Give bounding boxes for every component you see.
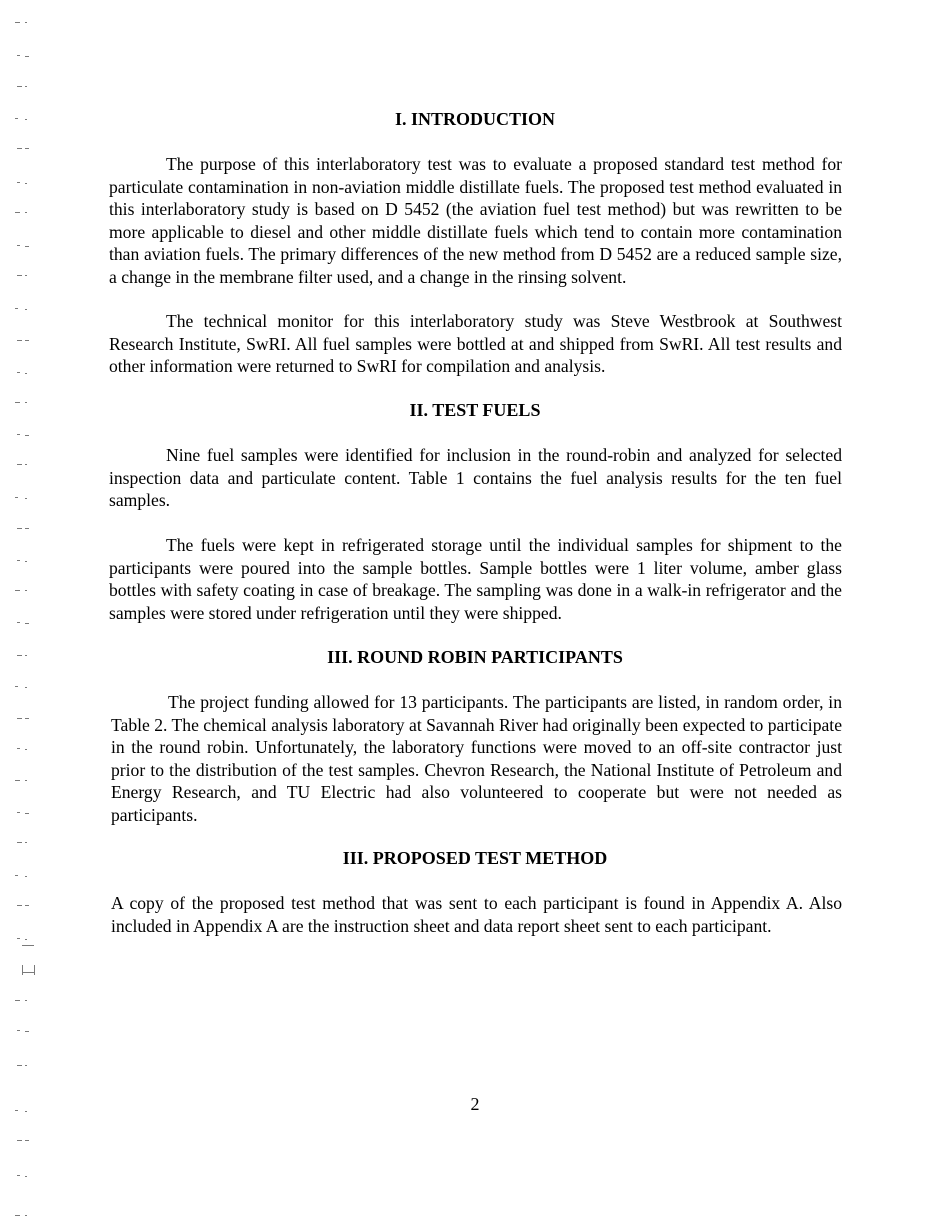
scan-mark [17,1140,22,1141]
scan-mark [17,842,22,843]
scan-mark [17,812,20,813]
scan-mark [25,340,29,341]
scan-mark [15,780,20,781]
scan-mark [25,309,27,310]
scan-mark [34,965,35,975]
scan-mark [25,1215,27,1216]
scan-mark [25,842,27,843]
scan-mark [17,275,22,276]
scan-mark [25,1000,27,1001]
scan-mark [22,945,34,946]
section-heading-introduction: I. INTRODUCTION [394,109,556,129]
scan-mark [17,245,20,246]
scan-mark [25,561,27,562]
scan-mark [17,938,20,939]
scan-mark [17,748,20,749]
scan-mark [25,749,27,750]
scan-mark [25,183,27,184]
scan-mark [25,528,29,529]
scan-mark [25,905,29,906]
scan-mark [15,212,20,213]
scan-mark [25,1176,27,1177]
scan-mark [22,965,23,975]
scan-mark [25,373,27,374]
scan-mark [15,308,18,309]
paragraph-test-fuels-samples: Nine fuel samples were identified for inclusion in the round-robin and analyzed for selected inspection data and particulate content. Table 1 contains the fuel analysis results for the ten fuel samples. [109,445,842,510]
section-heading-test-fuels: II. TEST FUELS [409,400,541,420]
scan-mark [15,875,18,876]
paragraph-test-fuels-storage: The fuels were kept in refrigerated storage until the individual samples for shipment to the participants were poured into the sample bottles. Sample bottles were 1 liter volume, amber glass bottles with safety coating in case of breakage. The sampling was done in a walk-in refrigerator and the samples were stored under refrigeration until they were shipped. [109,535,842,623]
scan-mark [17,622,20,623]
scan-mark [25,86,27,87]
scan-mark [25,56,29,57]
scan-mark [25,435,29,436]
scan-mark [25,876,27,877]
scan-mark [25,939,27,940]
scan-mark [25,1065,27,1066]
scan-mark [17,372,20,373]
scan-mark [17,905,22,906]
scan-mark [25,1140,29,1141]
scan-mark [25,718,29,719]
scan-mark [25,246,29,247]
scan-mark [25,1031,29,1032]
scan-mark [15,22,20,23]
scan-mark [25,212,27,213]
scan-mark [17,1030,20,1031]
scan-mark [25,813,29,814]
section-heading-test-method: III. PROPOSED TEST METHOD [342,848,608,868]
scan-mark [25,464,27,465]
scan-mark [17,560,20,561]
scan-mark [25,498,27,499]
scan-mark [17,1175,20,1176]
scan-mark [15,686,18,687]
paragraph-test-method: A copy of the proposed test method that was sent to each participant is found in Appendix A. Also included in Appendix A are the instruction sheet and data report sheet sent to each participant. [111,893,842,936]
scan-mark [15,497,18,498]
section-heading-participants: III. ROUND ROBIN PARTICIPANTS [327,647,623,667]
scan-mark [17,86,22,87]
scan-mark [17,148,22,149]
page-number: 2 [470,1094,480,1114]
scan-mark [25,590,27,591]
scan-mark [25,275,27,276]
paragraph-introduction-purpose: The purpose of this interlaboratory test was to evaluate a proposed standard test method for particulate contamination in non-aviation middle distillate fuels. The proposed test method evaluated in this interlaboratory study is based on D 5452 (the aviation fuel test method) but was rewritten to be more applicable to diesel and other middle distillate fuels which tend to contain more contamination than aviation fuels. The primary differences of the new method from D 5452 are a reduced sample size, a change in the membrane filter used, and a change in the rinsing solvent. [109,154,842,287]
scan-mark [17,55,20,56]
scan-mark [25,687,27,688]
scan-mark [17,340,22,341]
paragraph-participants: The project funding allowed for 13 participants. The participants are listed, in random order, in Table 2. The chemical analysis laboratory at Savannah River had originally been expected to participate in the round robin. Unfortunately, the laboratory functions were moved to an off-site contractor just prior to the distribution of the test samples. Chevron Research, the National Institute of Petroleum and Energy Research, and TU Electric had also volunteered to cooperate but were not needed as participants. [111,692,842,825]
scan-mark [25,148,29,149]
scan-mark [17,182,20,183]
scan-mark [25,780,27,781]
scan-edge-marks [0,0,50,1228]
scan-mark [25,623,29,624]
scan-mark [15,1000,20,1001]
scan-mark [17,1065,22,1066]
scan-mark [17,434,20,435]
scan-mark [15,1215,20,1216]
scan-mark [25,22,27,23]
paragraph-introduction-monitor: The technical monitor for this interlaboratory study was Steve Westbrook at Southwest Research Institute, SwRI. All fuel samples were bottled at and shipped from SwRI. All test results and other information were returned to SwRI for compilation and analysis. [109,311,842,376]
scan-mark [17,718,22,719]
scan-mark [17,528,22,529]
scan-mark [17,464,22,465]
scan-mark [22,972,35,973]
scan-mark [15,590,20,591]
